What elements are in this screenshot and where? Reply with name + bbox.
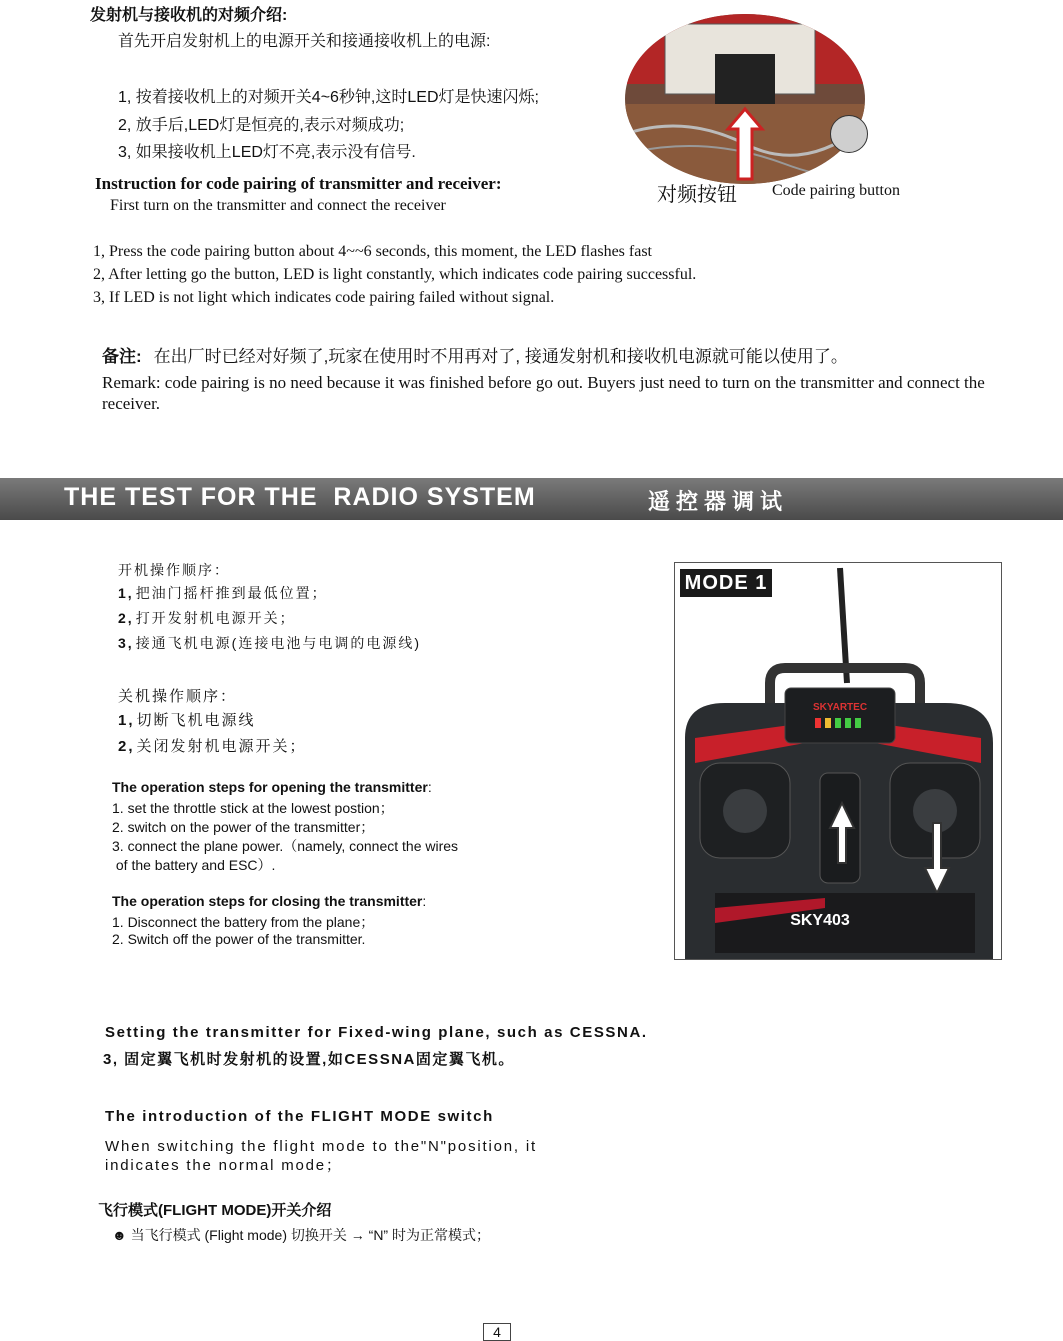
- step-text: 打开发射机电源开关；: [135, 610, 296, 626]
- transmitter-brand: SKYARTEC: [812, 702, 868, 713]
- close-title-en-text: The operation steps for closing the transmitter: [112, 893, 423, 909]
- code-pairing-button-label-en: Code pairing button: [772, 182, 900, 199]
- pairing-title-cn: 发射机与接收机的对频介绍:: [90, 7, 288, 24]
- transmitter-photo: [674, 562, 1002, 960]
- open-step-en: of the battery and ESC）.: [112, 857, 276, 873]
- step-text: 把油门摇杆推到最低位置；: [135, 585, 328, 601]
- flight-mode-title: The introduction of the FLIGHT MODE switch: [105, 1108, 494, 1125]
- open-step-cn: [118, 633, 421, 653]
- close-step-en: 1. Disconnect the battery from the plane；: [112, 914, 375, 930]
- pairing-step-en: 3, If LED is not light which indicates code pairing failed without signal.: [93, 289, 555, 306]
- pairing-step-en: 1, Press the code pairing button about 4~~6 seconds, this moment, the LED flashes fast: [93, 243, 652, 260]
- step-text: 关闭发射机电源开关；: [136, 738, 307, 755]
- pairing-step-en: 2, After letting go the button, LED is light constantly, which indicates code pairing successful.: [93, 266, 697, 283]
- open-step-cn: [118, 583, 328, 603]
- close-step-cn: [118, 735, 307, 756]
- setting-title-en: Setting the transmitter for Fixed-wing plane, such as CESSNA.: [105, 1024, 648, 1041]
- step-number: 2,: [118, 610, 134, 626]
- close-title-en: The operation steps for closing the transmitter:: [112, 893, 427, 909]
- photo-magnifier-icon: [830, 115, 868, 153]
- close-step-cn: [118, 709, 256, 730]
- smiley-icon: ☻: [112, 1227, 131, 1243]
- pairing-title-en: Instruction for code pairing of transmitter and receiver:: [95, 174, 502, 193]
- open-title-en: The operation steps for opening the transmitter:: [112, 779, 432, 795]
- open-title-en-text: The operation steps for opening the transmitter: [112, 779, 428, 795]
- pairing-step-cn: 2, 放手后,LED灯是恒亮的,表示对频成功;: [118, 117, 405, 134]
- pairing-intro-en: First turn on the transmitter and connect the receiver: [110, 197, 446, 214]
- banner-title-en: THE TEST FOR THE RADIO SYSTEM: [64, 483, 536, 511]
- banner-title-cn: 遥控器调试: [648, 489, 789, 514]
- open-title-cn: 开机操作顺序：: [118, 562, 230, 578]
- close-title-cn: 关机操作顺序：: [118, 688, 238, 705]
- step-text: 切断飞机电源线: [136, 712, 256, 729]
- remark-label-cn: 备注:: [102, 347, 142, 366]
- transmitter-model: SKY403: [790, 912, 850, 929]
- step-number: 1,: [118, 712, 135, 729]
- flight-mode-line-cn: [112, 1225, 490, 1245]
- flight-mode-line-cn-text: 当飞行模式 (Flight mode) 切换开关 → “N” 时为正常模式；: [130, 1227, 490, 1243]
- close-step-en: 2. Switch off the power of the transmitter.: [112, 931, 366, 947]
- step-text: 接通飞机电源(连接电池与电调的电源线): [135, 635, 422, 651]
- remark-text-cn: 在出厂时已经对好频了,玩家在使用时不用再对了, 接通发射机和接收机电源就可能以使用了。: [153, 347, 848, 366]
- remark-cn: [102, 342, 848, 367]
- open-step-en: 3. connect the plane power.（namely, connect the wires: [112, 838, 459, 854]
- pairing-button-photo: [625, 14, 865, 184]
- open-step-cn: [118, 608, 296, 628]
- step-number: 2,: [118, 738, 135, 755]
- step-number: 3,: [118, 635, 134, 651]
- page-number: 4: [483, 1323, 511, 1341]
- flight-mode-text: When switching the flight mode to the"N"position, it indicates the normal mode；: [105, 1138, 537, 1174]
- pairing-step-cn: 1, 按着接收机上的对频开关4~6秒钟,这时LED灯是快速闪烁;: [118, 89, 539, 106]
- step-number: 1,: [118, 585, 134, 601]
- setting-title-cn: 3, 固定翼飞机时发射机的设置,如CESSNA固定翼飞机。: [103, 1051, 515, 1068]
- flight-mode-title-cn: 飞行模式(FLIGHT MODE)开关介绍: [98, 1202, 332, 1219]
- pairing-intro-cn: 首先开启发射机上的电源开关和接通接收机上的电源:: [118, 33, 491, 50]
- mode-badge: MODE 1: [680, 569, 772, 597]
- open-step-en: 1. set the throttle stick at the lowest postion；: [112, 800, 394, 816]
- open-step-en: 2. switch on the power of the transmitter；: [112, 819, 375, 835]
- code-pairing-button-label-cn: 对频按钮: [657, 184, 737, 206]
- pairing-step-cn: 3, 如果接收机上LED灯不亮,表示没有信号.: [118, 144, 416, 161]
- remark-en: Remark: code pairing is no need because it was finished before go out. Buyers just need to turn on the transmitter and connect the receiver.: [102, 373, 985, 413]
